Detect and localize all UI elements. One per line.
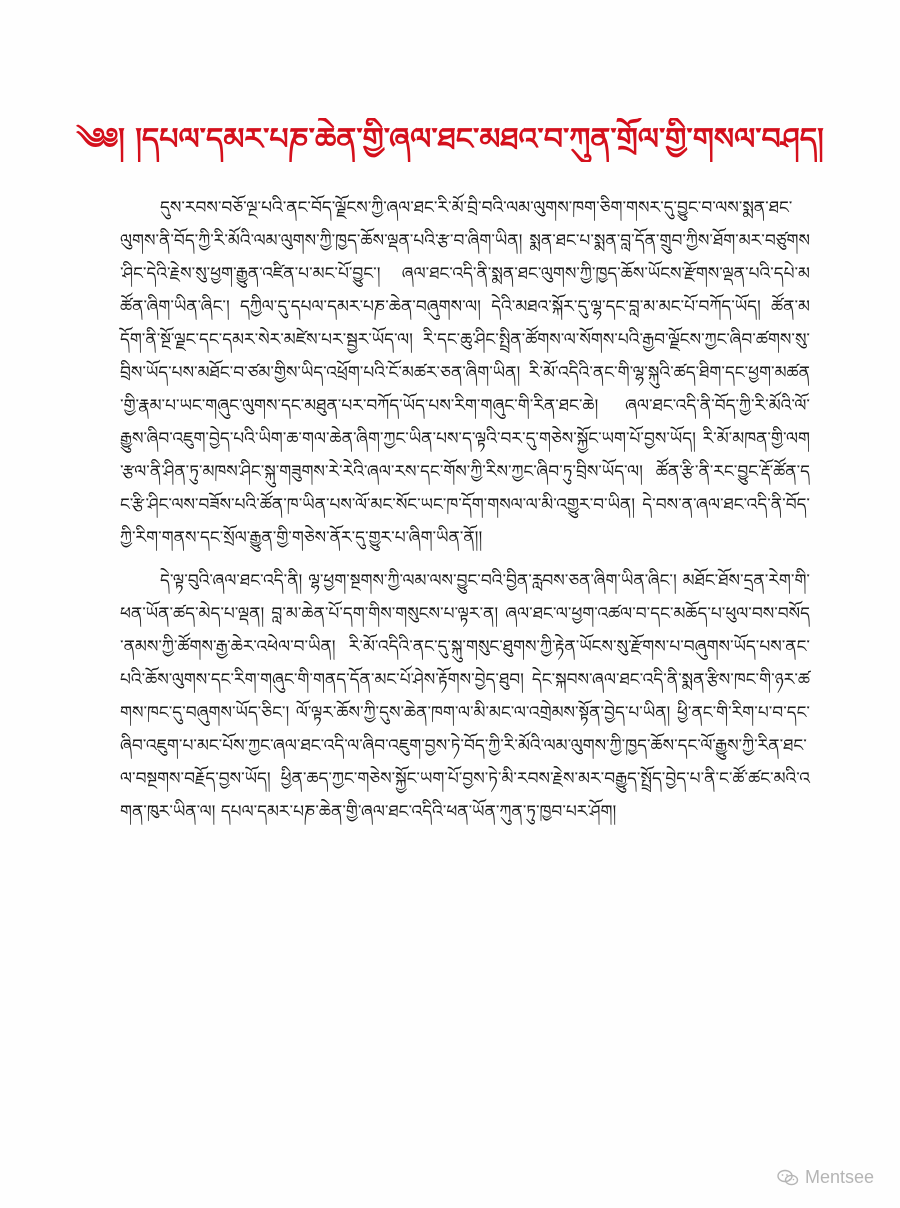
paragraph-2: དེ་ལྟ་བུའི་ཞལ་ཐང་འདི་ནི། ལྷ་ཕྱག་སྔགས་ཀྱི་ལམ་ལས་བྱུང་བའི་བྱིན་རླབས་ཅན་ཞིག་ཡིན་ཞིང་། མཐོང་ཐོས་དྲན་རེག་གི་ཕན་ཡོན་ཚད་མེད་པ་ལྡན། བླ་མ་ཆེན་པོ་དག་གིས་གསུངས་པ་ལྟར་ན། ཞལ་ཐང་ལ་ཕྱག་འཚལ་བ་དང་མཆོད་པ་ཕུལ་བས་བསོད་ནམས་ཀྱི་ཚོགས་རྒྱ་ཆེར་འཕེལ་བ་ཡིན། རི་མོ་འདིའི་ནང་དུ་སྐུ་གསུང་ཐུགས་ཀྱི་རྟེན་ཡོངས་སུ་རྫོགས་པ་བཞུགས་ཡོད་པས་ནང་པའི་ཆོས་ལུགས་དང་རིག་གཞུང་གི་གནད་དོན་མང་པོ་ཤེས་རྟོགས་བྱེད་ཐུབ། དེང་སྐབས་ཞལ་ཐང་འདི་ནི་སྨན་རྩིས་ཁང་གི་ཉར་ཚགས་ཁང་དུ་བཞུགས་ཡོད་ཅིང་། ལོ་ལྟར་ཆོས་ཀྱི་དུས་ཆེན་ཁག་ལ་མི་མང་ལ་འགྲེམས་སྟོན་བྱེད་པ་ཡིན། ཕྱི་ནང་གི་རིག་པ་བ་དང་ཞིབ་འཇུག་པ་མང་པོས་ཀྱང་ཞལ་ཐང་འདི་ལ་ཞིབ་འཇུག་བྱས་ཏེ་བོད་ཀྱི་རི་མོའི་ལམ་ལུགས་ཀྱི་ཁྱད་ཆོས་དང་ལོ་རྒྱུས་ཀྱི་རིན་ཐང་ལ་བསྔགས་བརྗོད་བྱས་ཡོད། ཕྱིན་ཆད་ཀྱང་གཅེས་སྐྱོང་ཡག་པོ་བྱས་ཏེ་མི་རབས་རྗེས་མར་བརྒྱུད་སྤྲོད་བྱེད་པ་ནི་ང་ཚོ་ཚང་མའི་འགན་ཁུར་ཡིན་ལ། དཔལ་དམར་པཎ་ཆེན་གྱི་ཞལ་ཐང་འདིའི་ཕན་ཡོན་ཀུན་ཏུ་ཁྱབ་པར་ཤོག།: [120, 571, 810, 822]
paragraph-1: དུས་རབས་བཅོ་ལྔ་པའི་ནང་བོད་ལྗོངས་ཀྱི་ཞལ་ཐང་རི་མོ་བྲི་བའི་ལམ་ལུགས་ཁག་ཅིག་གསར་དུ་བྱུང་བ་ལས་སྨན་ཐང་ལུགས་ནི་བོད་ཀྱི་རི་མོའི་ལམ་ལུགས་ཀྱི་ཁྱད་ཆོས་ལྡན་པའི་རྩ་བ་ཞིག་ཡིན། སྨན་ཐང་པ་སྨན་བླ་དོན་གྲུབ་ཀྱིས་ཐོག་མར་བཙུགས་ཤིང་དེའི་རྗེས་སུ་ཕྱག་རྒྱུན་འཛིན་པ་མང་པོ་བྱུང་། ཞལ་ཐང་འདི་ནི་སྨན་ཐང་ལུགས་ཀྱི་ཁྱད་ཆོས་ཡོངས་རྫོགས་ལྡན་པའི་དཔེ་མཚོན་ཞིག་ཡིན་ཞིང་། དཀྱིལ་དུ་དཔལ་དམར་པཎ་ཆེན་བཞུགས་ལ། དེའི་མཐའ་སྐོར་དུ་ལྷ་དང་བླ་མ་མང་པོ་བཀོད་ཡོད། ཚོན་མདོག་ནི་སྔོ་ལྗང་དང་དམར་སེར་མཛེས་པར་སྦྱར་ཡོད་ལ། རི་དང་ཆུ་ཤིང་སྤྲིན་ཚོགས་ལ་སོགས་པའི་རྒྱབ་ལྗོངས་ཀྱང་ཞིབ་ཚགས་སུ་བྲིས་ཡོད་པས་མཐོང་བ་ཙམ་གྱིས་ཡིད་འཕྲོག་པའི་ངོ་མཚར་ཅན་ཞིག་ཡིན། རི་མོ་འདིའི་ནང་གི་ལྷ་སྐུའི་ཚད་ཐིག་དང་ཕྱག་མཚན་གྱི་རྣམ་པ་ཡང་གཞུང་ལུགས་དང་མཐུན་པར་བཀོད་ཡོད་པས་རིག་གཞུང་གི་རིན་ཐང་ཆེ། ཞལ་ཐང་འདི་ནི་བོད་ཀྱི་རི་མོའི་ལོ་རྒྱུས་ཞིབ་འཇུག་བྱེད་པའི་ཡིག་ཆ་གལ་ཆེན་ཞིག་ཀྱང་ཡིན་པས་ད་ལྟའི་བར་དུ་གཅེས་སྐྱོང་ཡག་པོ་བྱས་ཡོད། རི་མོ་མཁན་གྱི་ལག་རྩལ་ནི་ཤིན་ཏུ་མཁས་ཤིང་སྐུ་གཟུགས་རེ་རེའི་ཞལ་རས་དང་གོས་ཀྱི་རིས་ཀྱང་ཞིབ་ཏུ་བྲིས་ཡོད་ལ། ཚོན་རྩི་ནི་རང་བྱུང་རྡོ་ཚོན་དང་རྩི་ཤིང་ལས་བཟོས་པའི་ཚོན་ཁ་ཡིན་པས་ལོ་མང་སོང་ཡང་ཁ་དོག་གསལ་ལ་མི་འགྱུར་བ་ཡིན། དེ་བས་ན་ཞལ་ཐང་འདི་ནི་བོད་ཀྱི་རིག་གནས་དང་སྲོལ་རྒྱུན་གྱི་གཅེས་ནོར་དུ་གྱུར་པ་ཞིག་ཡིན་ནོ།།: [120, 198, 810, 548]
watermark-text: Mentsee: [804, 1167, 874, 1187]
document-title: ༄༅། །དཔལ་དམར་པཎ་ཆེན་གྱི་ཞལ་ཐང་མཐའ་བ་ཀུན་གྲོལ་གྱི་གསལ་བཤད།: [76, 122, 824, 157]
watermark: [777, 1167, 874, 1188]
document-body: [120, 192, 810, 839]
wechat-icon: [777, 1169, 799, 1187]
